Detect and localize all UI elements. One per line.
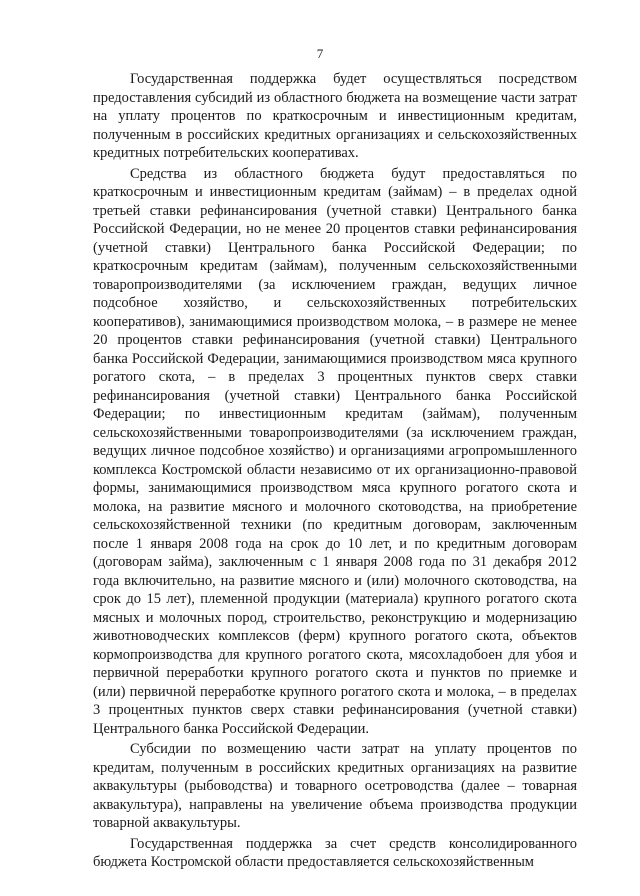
document-body xyxy=(93,70,577,874)
paragraph: Субсидии по возмещению части затрат на уплату процентов по кредитам, полученным в российских кредитных организациях на развитие аквакультуры (рыбоводства) и товарного осетроводства (далее – товарная аквакультура), направлены на увеличение объема производства продукции товарной аквакультуры. xyxy=(93,741,577,831)
paragraph: Средства из областного бюджета будут предоставляться по краткосрочным и инвестиционным кредитам (займам) – в пределах одной третьей ставки рефинансирования (учетной ставки) Центрального банка Российской Федерации, но не менее 20 процентов ставки рефинансирования (учетной ставки) Центрального банка Российской Федерации; по краткосрочным кредитам (займам), полученным сельскохозяйственными товаропроизводителями (за исключением граждан, ведущих личное подсобное хозяйство, и сельскохозяйственных потребительских кооперативов), занимающимися производством молока, – в размере не менее 20 процентов ставки рефинансирования (учетной ставки) Центрального банка Российской Федерации, занимающимися производством мяса крупного рогатого скота, – в пределах 3 процентных пунктов сверх ставки рефинансирования (учетной ставки) Центрального банка Российской Федерации; по инвестиционным кредитам (займам), полученным сельскохозяйственными товаропроизводителями (за исключением граждан, ведущих личное подсобное хозяйство) и организациями агропромышленного комплекса Костромской области независимо от их организационно-правовой формы, занимающимися производством мяса крупного рогатого скота и молока, на развитие мясного и молочного скотоводства, на приобретение сельскохозяйственной техники (по кредитным договорам, заключенным после 1 января 2008 года на срок до 10 лет, и по кредитным договорам (договорам займа), заключенным с 1 января 2008 года по 31 декабря 2012 года включительно, на развитие мясного и (или) молочного скотоводства, на срок до 15 лет), племенной продукции (материала) крупного рогатого скота мясных и молочных пород, строительство, реконструкцию и модернизацию животноводческих комплексов (ферм) крупного рогатого скота, объектов кормопроизводства для крупного рогатого скота, мясохладобоен для убоя и первичной переработки крупного рогатого скота и пунктов по приемке и (или) первичной переработке крупного рогатого скота и молока, – в пределах 3 процентных пунктов сверх ставки рефинансирования (учетной ставки) Центрального банка Российской Федерации. xyxy=(93,165,577,737)
page-number: 7 xyxy=(316,46,324,61)
paragraph: Государственная поддержка за счет средств консолидированного бюджета Костромской области предоставляется сельскохозяйственным xyxy=(93,835,577,870)
paragraph: Государственная поддержка будет осуществляться посредством предоставления субсидий из областного бюджета на возмещение части затрат на уплату процентов по краткосрочным и инвестиционным кредитам, полученным в российских кредитных организациях и сельскохозяйственных кредитных потребительских кооперативах. xyxy=(93,71,577,161)
